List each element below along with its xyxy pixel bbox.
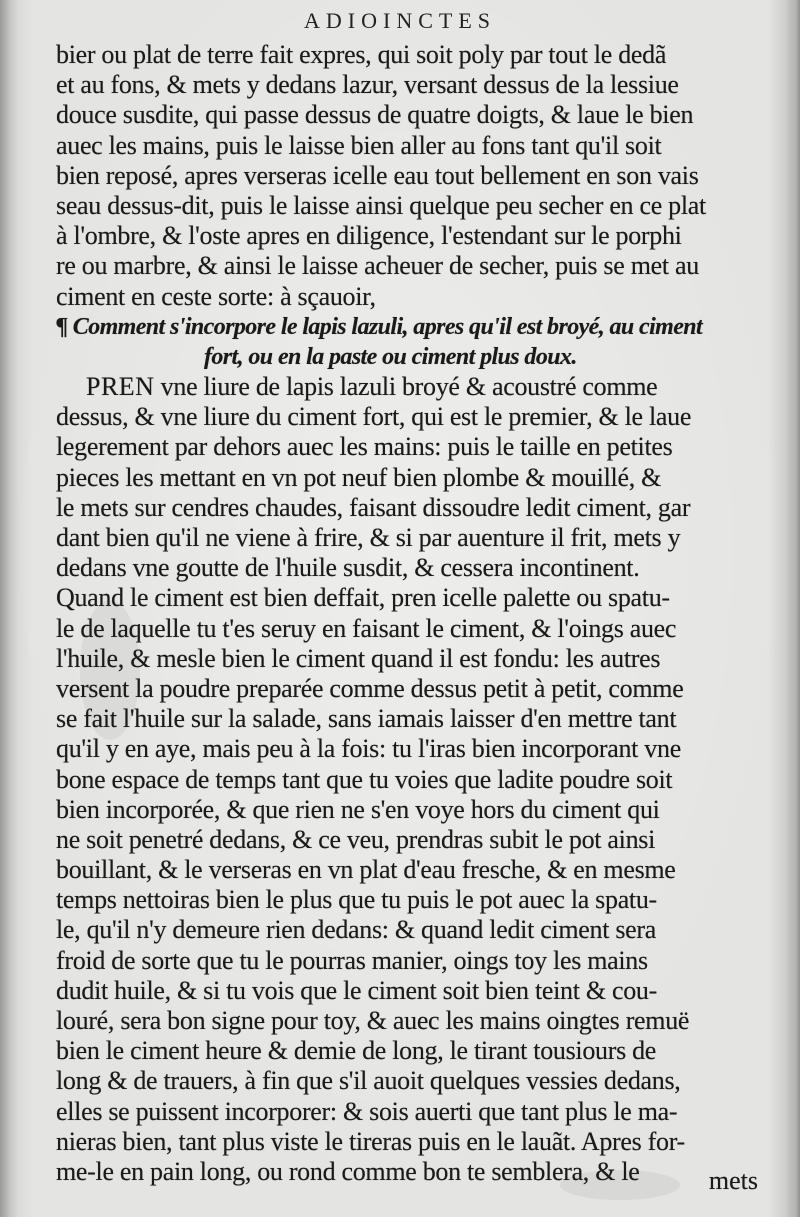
text-line: versent la poudre preparée comme dessus petit à petit, comme [56, 673, 684, 703]
text-line: dudit huile, & si tu vois que le ciment soit bien teint & cou- [56, 975, 657, 1005]
text-line: dessus, & vne liure du ciment fort, qui est le premier, & le laue [56, 402, 692, 432]
text-line: bier ou plat de terre fait expres, qui soit poly par tout le dedã [56, 40, 667, 69]
text-line: seau dessus-dit, puis le laisse ainsi quelque peu secher en ce plat [56, 190, 706, 220]
text-line: elles se puissent incorporer: & sois auerti que tant plus le ma- [56, 1096, 678, 1126]
text-line: dedans vne goutte de l'huile susdit, & cessera incontinent. [56, 553, 640, 583]
catchword: mets [708, 1166, 758, 1195]
text-line: auec les mains, puis le laisse bien aller au fons tant qu'il soit [56, 130, 662, 160]
text-line: bien le ciment heure & demie de long, le tirant tousiours de [56, 1036, 657, 1066]
text-line: le de laquelle tu t'es seruy en faisant le ciment, & l'oings auec [56, 613, 677, 643]
text-line: nieras bien, tant plus viste le tireras puis en le lauãt. Apres for- [56, 1126, 685, 1156]
page-edge-shadow [786, 0, 800, 1217]
text-line: me-le en pain long, ou rond comme bon te semblera, & le [56, 1156, 640, 1186]
text-line: douce susdite, qui passe dessus de quatre doigts, & laue le bien [56, 100, 694, 130]
text-line: long & de trauers, à fin que s'il auoit quelques vessies dedans, [56, 1066, 681, 1096]
text-line: le, qu'il n'y demeure rien dedans: & quand ledit ciment sera [56, 915, 657, 945]
text-line: bouillant, & le verseras en vn plat d'eau fresche, & en mesme [56, 855, 676, 885]
text-line: re ou marbre, & ainsi le laisse acheuer de secher, puis se met au [56, 251, 699, 281]
paragraph-first-line [56, 372, 786, 402]
text-line: et au fons, & mets y dedans lazur, versant dessus de la lessiue [56, 70, 679, 100]
paragraph-initial: PREN [86, 372, 155, 402]
text-line: se fait l'huile sur la salade, sans iamais laisser d'en mettre tant [56, 704, 677, 734]
text-line: à l'ombre, & l'oste apres en diligence, l'estendant sur le porphi [56, 221, 682, 251]
text-line: bone espace de temps tant que tu voies que ladite poudre soit [56, 764, 673, 794]
text-line: qu'il y en aye, mais peu à la fois: tu l'iras bien incorporant vne [56, 734, 681, 764]
text-line: ciment en ceste sorte: à sçauoir, [56, 281, 376, 311]
text-line: dant bien qu'il ne viene à frire, & si par auenture il frit, mets y [56, 523, 681, 552]
text-line: louré, sera bon signe pour toy, & auec les mains oingtes remuë [56, 1006, 690, 1035]
text-line: legerement par dehors auec les mains: puis le taille en petites [56, 432, 673, 462]
page-gutter-shadow [0, 0, 18, 1217]
running-head: ADIOINCTES [304, 8, 496, 33]
text-line: ne soit penetré dedans, & ce veu, prendras subit le pot ainsi [56, 824, 656, 854]
text-line: pieces les mettant en vn pot neuf bien plombe & mouillé, & [56, 462, 662, 492]
paragraph-first-line-text: vne liure de lapis lazuli broyé & acoustré comme [154, 372, 658, 402]
body-text [56, 40, 786, 1187]
text-line: temps nettoiras bien le plus que tu puis le pot auec la spatu- [56, 885, 657, 915]
text-line: bien incorporée, & que rien ne s'en voye hors du ciment qui [56, 794, 660, 824]
text-line: le mets sur cendres chaudes, faisant dissoudre ledit ciment, gar [56, 492, 691, 522]
text-line: bien reposé, apres verseras icelle eau tout bellement en son vais [56, 160, 699, 190]
text-line: froid de sorte que tu le pourras manier, oings toy les mains [56, 945, 648, 975]
section-heading: ¶ Comment s'incorpore le lapis lazuli, apres qu'il est broyé, au ciment [56, 313, 703, 340]
text-line: Quand le ciment est bien deffait, pren icelle palette ou spatu- [56, 583, 670, 613]
text-line: l'huile, & mesle bien le ciment quand il est fondu: les autres [56, 643, 661, 673]
section-heading-continued: fort, ou en la paste ou ciment plus doux. [204, 343, 577, 370]
